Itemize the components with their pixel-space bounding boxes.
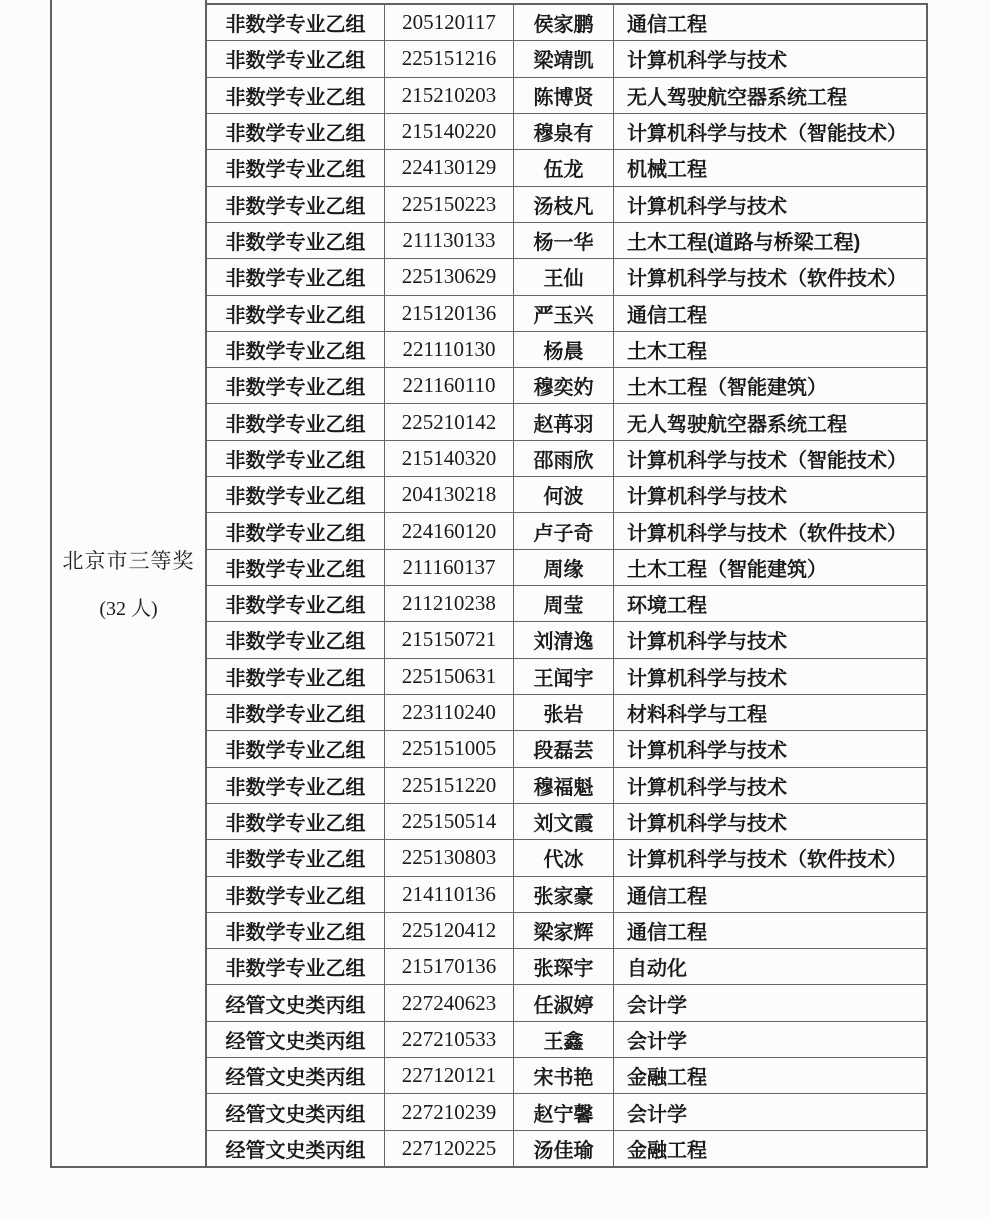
- student-id-cell: 215210203: [385, 78, 514, 113]
- table-body: [207, 3, 928, 1166]
- table-row: [207, 550, 926, 586]
- table-row: [207, 1058, 926, 1094]
- student-id-cell: 225150631: [385, 659, 514, 694]
- student-name-cell: 刘清逸: [514, 622, 614, 657]
- major-cell: 无人驾驶航空器系统工程: [627, 86, 847, 109]
- student-name-cell: 赵苒羽: [514, 404, 614, 439]
- student-name-cell: 卢子奇: [514, 513, 614, 548]
- major-cell: 计算机科学与技术: [627, 486, 787, 509]
- major-cell: 金融工程: [627, 1067, 707, 1090]
- table-row: [207, 332, 926, 368]
- student-name-cell: 宋书艳: [514, 1058, 614, 1093]
- group-cell: 非数学专业乙组: [207, 41, 385, 76]
- major-cell: 计算机科学与技术: [627, 195, 787, 218]
- major-cell: 计算机科学与技术: [627, 813, 787, 836]
- student-id-cell: 225150514: [385, 804, 514, 839]
- table-row: [207, 404, 926, 440]
- major-cell: 计算机科学与技术: [627, 740, 787, 763]
- group-cell: 非数学专业乙组: [207, 332, 385, 367]
- student-name-cell: 梁家辉: [514, 913, 614, 948]
- table-row: [207, 223, 926, 259]
- group-cell: 非数学专业乙组: [207, 5, 385, 40]
- student-name-cell: 穆奕妁: [514, 368, 614, 403]
- major-cell: 土木工程（智能建筑）: [627, 558, 827, 581]
- student-id-cell: 227210533: [385, 1022, 514, 1057]
- student-id-cell: 225151005: [385, 731, 514, 766]
- student-name-cell: 赵宁馨: [514, 1094, 614, 1129]
- group-cell: 非数学专业乙组: [207, 187, 385, 222]
- student-name-cell: 杨一华: [514, 223, 614, 258]
- table-row: [207, 768, 926, 804]
- major-cell: 计算机科学与技术（软件技术）: [627, 522, 907, 545]
- table-row: [207, 659, 926, 695]
- student-id-cell: 225210142: [385, 404, 514, 439]
- group-cell: 非数学专业乙组: [207, 695, 385, 730]
- group-cell: 非数学专业乙组: [207, 622, 385, 657]
- table-row: [207, 78, 926, 114]
- group-cell: 非数学专业乙组: [207, 840, 385, 875]
- award-category-cell: [52, 0, 207, 1166]
- group-cell: 非数学专业乙组: [207, 586, 385, 621]
- student-id-cell: 224160120: [385, 513, 514, 548]
- major-cell: 通信工程: [627, 885, 707, 908]
- student-id-cell: 225150223: [385, 187, 514, 222]
- group-cell: 非数学专业乙组: [207, 550, 385, 585]
- major-cell: 计算机科学与技术: [627, 776, 787, 799]
- table-row: [207, 1022, 926, 1058]
- student-name-cell: 刘文霞: [514, 804, 614, 839]
- table-row: [207, 1131, 926, 1166]
- student-name-cell: 代冰: [514, 840, 614, 875]
- student-id-cell: 211210238: [385, 586, 514, 621]
- table-row: [207, 985, 926, 1021]
- student-id-cell: 225151216: [385, 41, 514, 76]
- student-name-cell: 任淑婷: [514, 985, 614, 1020]
- group-cell: 非数学专业乙组: [207, 949, 385, 984]
- table-row: [207, 877, 926, 913]
- student-name-cell: 汤枝凡: [514, 187, 614, 222]
- major-cell: 计算机科学与技术: [627, 631, 787, 654]
- student-id-cell: 227240623: [385, 985, 514, 1020]
- table-row: [207, 368, 926, 404]
- award-table: [50, 0, 928, 1168]
- student-id-cell: 221160110: [385, 368, 514, 403]
- student-id-cell: 215140320: [385, 441, 514, 476]
- major-cell: 会计学: [627, 1030, 687, 1053]
- major-cell: 计算机科学与技术（智能技术）: [627, 449, 907, 472]
- student-name-cell: 周缘: [514, 550, 614, 585]
- student-id-cell: 225151220: [385, 768, 514, 803]
- group-cell: 非数学专业乙组: [207, 804, 385, 839]
- major-cell: 环境工程: [627, 595, 707, 618]
- student-name-cell: 王仙: [514, 259, 614, 294]
- major-cell: 会计学: [627, 1103, 687, 1126]
- group-cell: 非数学专业乙组: [207, 659, 385, 694]
- major-cell: 土木工程: [627, 340, 707, 363]
- student-name-cell: 周莹: [514, 586, 614, 621]
- table-row: [207, 949, 926, 985]
- group-cell: 非数学专业乙组: [207, 78, 385, 113]
- major-cell: 计算机科学与技术（软件技术）: [627, 849, 907, 872]
- group-cell: 非数学专业乙组: [207, 296, 385, 331]
- student-id-cell: 215150721: [385, 622, 514, 657]
- group-cell: 非数学专业乙组: [207, 404, 385, 439]
- table-row: [207, 5, 926, 41]
- group-cell: 非数学专业乙组: [207, 913, 385, 948]
- student-name-cell: 张琛宇: [514, 949, 614, 984]
- student-name-cell: 邵雨欣: [514, 441, 614, 476]
- table-row: [207, 513, 926, 549]
- group-cell: 经管文史类丙组: [207, 985, 385, 1020]
- table-row: [207, 114, 926, 150]
- student-name-cell: 侯家鹏: [514, 5, 614, 40]
- group-cell: 经管文史类丙组: [207, 1058, 385, 1093]
- major-cell: 通信工程: [627, 14, 707, 37]
- student-name-cell: 汤佳瑜: [514, 1131, 614, 1166]
- table-row: [207, 913, 926, 949]
- group-cell: 非数学专业乙组: [207, 768, 385, 803]
- major-cell: 金融工程: [627, 1139, 707, 1162]
- student-id-cell: 225120412: [385, 913, 514, 948]
- table-row: [207, 1094, 926, 1130]
- student-name-cell: 杨晨: [514, 332, 614, 367]
- table-row: [207, 731, 926, 767]
- student-name-cell: 何波: [514, 477, 614, 512]
- table-row: [207, 259, 926, 295]
- major-cell: 土木工程（智能建筑）: [627, 377, 827, 400]
- table-row: [207, 622, 926, 658]
- group-cell: 非数学专业乙组: [207, 513, 385, 548]
- group-cell: 非数学专业乙组: [207, 150, 385, 185]
- major-cell: 材料科学与工程: [627, 704, 767, 727]
- student-id-cell: 227120225: [385, 1131, 514, 1166]
- table-row: [207, 41, 926, 77]
- major-cell: 计算机科学与技术（智能技术）: [627, 123, 907, 146]
- student-id-cell: 214110136: [385, 877, 514, 912]
- group-cell: 经管文史类丙组: [207, 1094, 385, 1129]
- student-id-cell: 211160137: [385, 550, 514, 585]
- student-name-cell: 张岩: [514, 695, 614, 730]
- student-id-cell: 223110240: [385, 695, 514, 730]
- student-id-cell: 211130133: [385, 223, 514, 258]
- student-name-cell: 伍龙: [514, 150, 614, 185]
- student-id-cell: 215120136: [385, 296, 514, 331]
- student-name-cell: 王闻宇: [514, 659, 614, 694]
- table-row: [207, 296, 926, 332]
- student-id-cell: 215140220: [385, 114, 514, 149]
- group-cell: 非数学专业乙组: [207, 877, 385, 912]
- table-row: [207, 150, 926, 186]
- group-cell: 经管文史类丙组: [207, 1131, 385, 1166]
- student-name-cell: 梁靖凯: [514, 41, 614, 76]
- major-cell: 土木工程(道路与桥梁工程): [627, 232, 861, 255]
- award-title: 北京市三等奖: [62, 549, 195, 573]
- student-id-cell: 221110130: [385, 332, 514, 367]
- student-name-cell: 段磊芸: [514, 731, 614, 766]
- table-row: [207, 840, 926, 876]
- major-cell: 通信工程: [627, 921, 707, 944]
- student-name-cell: 穆泉有: [514, 114, 614, 149]
- table-row: [207, 441, 926, 477]
- student-id-cell: 227210239: [385, 1094, 514, 1129]
- table-row: [207, 586, 926, 622]
- major-cell: 会计学: [627, 994, 687, 1017]
- student-id-cell: 224130129: [385, 150, 514, 185]
- table-row: [207, 804, 926, 840]
- group-cell: 非数学专业乙组: [207, 223, 385, 258]
- student-id-cell: 225130803: [385, 840, 514, 875]
- student-id-cell: 215170136: [385, 949, 514, 984]
- student-id-cell: 227120121: [385, 1058, 514, 1093]
- student-name-cell: 严玉兴: [514, 296, 614, 331]
- major-cell: 计算机科学与技术: [627, 50, 787, 73]
- student-id-cell: 225130629: [385, 259, 514, 294]
- group-cell: 非数学专业乙组: [207, 114, 385, 149]
- award-count: (32 人): [99, 598, 158, 620]
- group-cell: 非数学专业乙组: [207, 731, 385, 766]
- major-cell: 无人驾驶航空器系统工程: [627, 413, 847, 436]
- student-name-cell: 穆福魁: [514, 768, 614, 803]
- group-cell: 非数学专业乙组: [207, 368, 385, 403]
- major-cell: 通信工程: [627, 304, 707, 327]
- group-cell: 非数学专业乙组: [207, 259, 385, 294]
- group-cell: 非数学专业乙组: [207, 441, 385, 476]
- table-row: [207, 477, 926, 513]
- major-cell: 机械工程: [627, 159, 707, 182]
- group-cell: 非数学专业乙组: [207, 477, 385, 512]
- student-id-cell: 204130218: [385, 477, 514, 512]
- student-id-cell: 205120117: [385, 5, 514, 40]
- major-cell: 自动化: [627, 958, 687, 981]
- table-row: [207, 695, 926, 731]
- group-cell: 经管文史类丙组: [207, 1022, 385, 1057]
- student-name-cell: 张家豪: [514, 877, 614, 912]
- major-cell: 计算机科学与技术: [627, 667, 787, 690]
- major-cell: 计算机科学与技术（软件技术）: [627, 268, 907, 291]
- student-name-cell: 王鑫: [514, 1022, 614, 1057]
- table-row: [207, 187, 926, 223]
- student-name-cell: 陈博贤: [514, 78, 614, 113]
